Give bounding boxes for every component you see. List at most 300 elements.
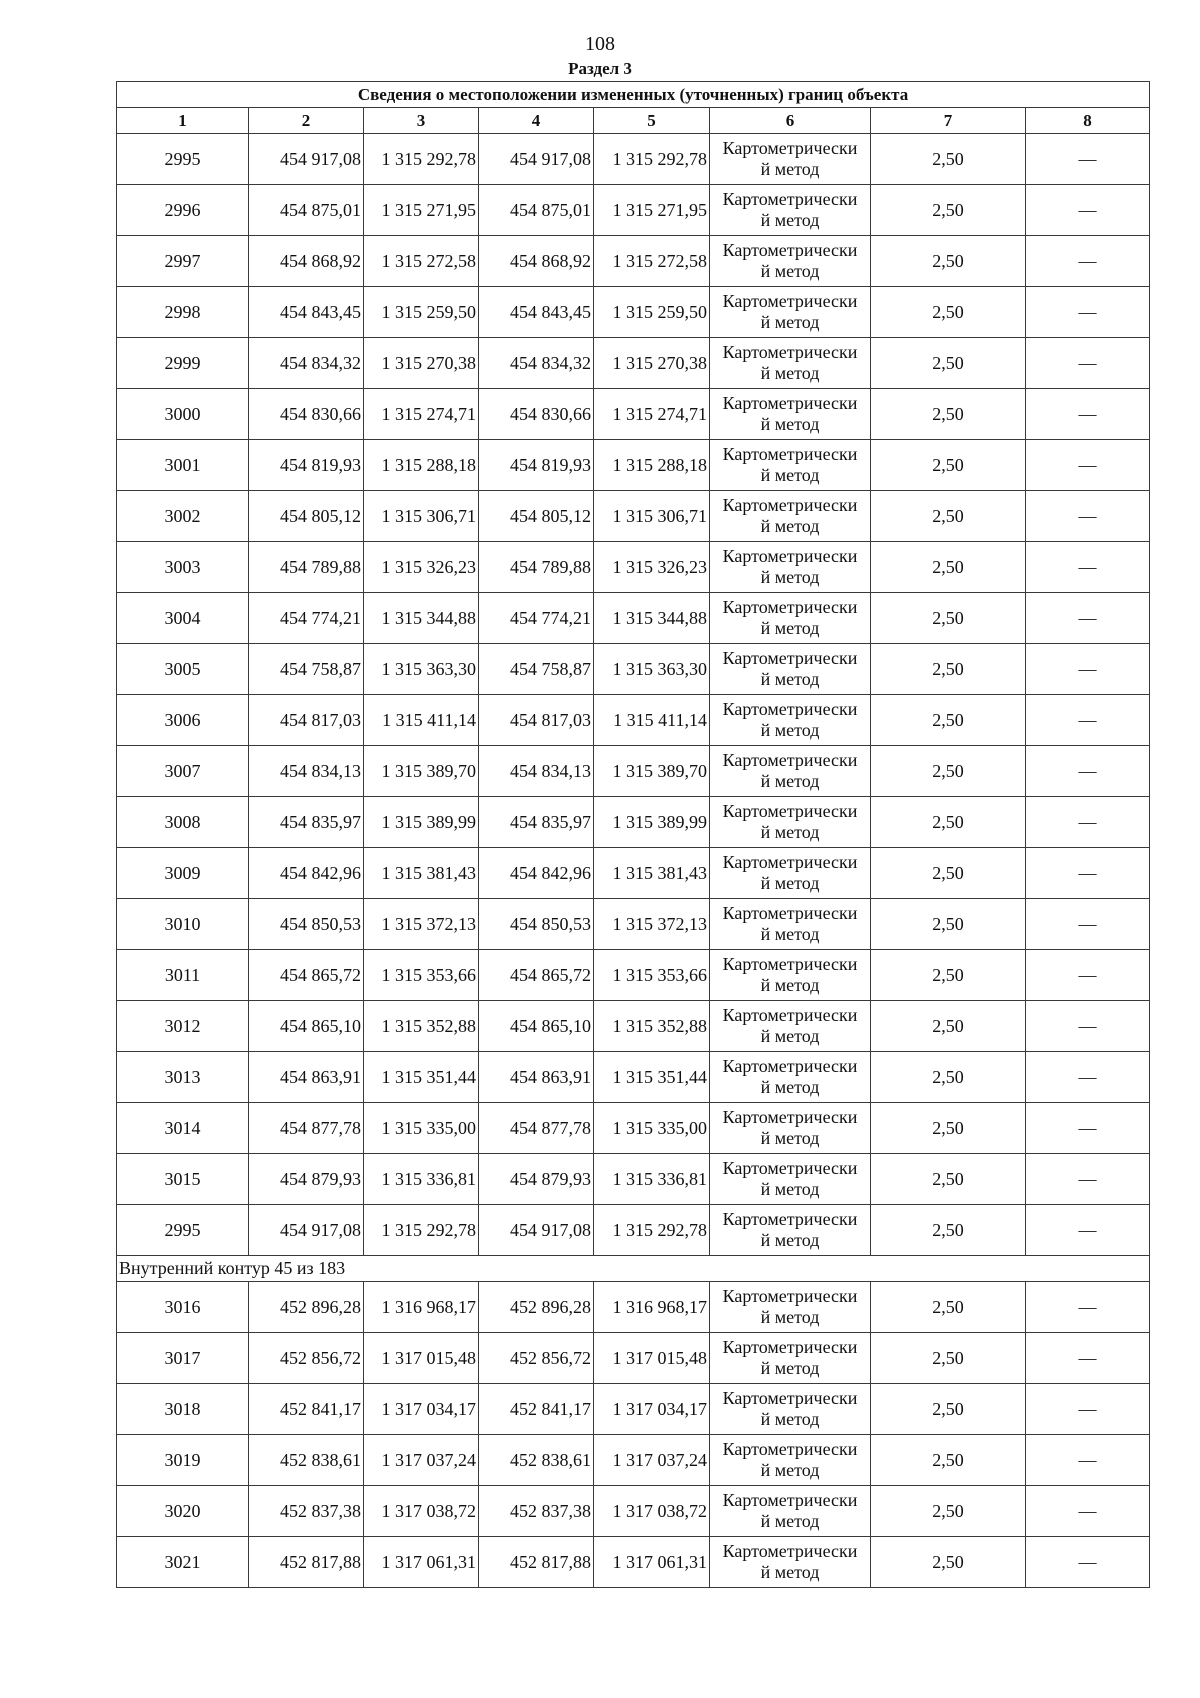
method-cell: [710, 236, 871, 287]
method-cell: [710, 695, 871, 746]
table-row: [117, 1052, 1150, 1103]
point-number-cell: 3012: [117, 1001, 249, 1052]
x-coordinate-cell: 454 842,96: [249, 848, 364, 899]
table-row: [117, 695, 1150, 746]
description-cell: —: [1026, 899, 1150, 950]
y-coordinate-cell: 1 315 270,38: [594, 338, 710, 389]
method-text-line2: й метод: [760, 1077, 820, 1097]
method-cell: [710, 389, 871, 440]
method-cell: [710, 338, 871, 389]
method-text-line1: Картометрически: [722, 240, 858, 260]
method-text-line2: й метод: [760, 465, 820, 485]
accuracy-cell: 2,50: [871, 338, 1026, 389]
y-coordinate-cell: 1 315 363,30: [594, 644, 710, 695]
y-coordinate-cell: 1 315 288,18: [594, 440, 710, 491]
table-row: [117, 134, 1150, 185]
description-cell: —: [1026, 746, 1150, 797]
y-coordinate-cell: 1 315 353,66: [594, 950, 710, 1001]
x-coordinate-cell: 454 834,13: [479, 746, 594, 797]
x-coordinate-cell: 454 843,45: [479, 287, 594, 338]
x-coordinate-cell: 452 856,72: [479, 1333, 594, 1384]
column-number-row: [117, 108, 1150, 134]
table-row: [117, 287, 1150, 338]
method-cell: [710, 848, 871, 899]
method-text-line1: Картометрически: [722, 699, 858, 719]
y-coordinate-cell: 1 317 015,48: [364, 1333, 479, 1384]
y-coordinate-cell: 1 315 352,88: [364, 1001, 479, 1052]
description-cell: —: [1026, 287, 1150, 338]
x-coordinate-cell: 454 834,13: [249, 746, 364, 797]
accuracy-cell: 2,50: [871, 695, 1026, 746]
method-text-line2: й метод: [760, 1307, 820, 1327]
y-coordinate-cell: 1 315 336,81: [364, 1154, 479, 1205]
x-coordinate-cell: 454 805,12: [479, 491, 594, 542]
description-cell: —: [1026, 797, 1150, 848]
method-cell: [710, 1537, 871, 1588]
point-number-cell: 3016: [117, 1282, 249, 1333]
method-text-line1: Картометрически: [722, 138, 858, 158]
y-coordinate-cell: 1 315 353,66: [364, 950, 479, 1001]
method-text-line2: й метод: [760, 363, 820, 383]
accuracy-cell: 2,50: [871, 1052, 1026, 1103]
method-text-line1: Картометрически: [722, 291, 858, 311]
description-cell: —: [1026, 1537, 1150, 1588]
method-text-line1: Картометрически: [722, 546, 858, 566]
description-cell: —: [1026, 440, 1150, 491]
y-coordinate-cell: 1 317 061,31: [594, 1537, 710, 1588]
y-coordinate-cell: 1 315 270,38: [364, 338, 479, 389]
contour-label: Внутренний контур 45 из 183: [117, 1256, 1150, 1282]
x-coordinate-cell: 452 837,38: [479, 1486, 594, 1537]
method-text-line1: Картометрически: [722, 1541, 858, 1561]
description-cell: —: [1026, 185, 1150, 236]
coordinates-table: [116, 81, 1150, 1588]
y-coordinate-cell: 1 315 389,70: [364, 746, 479, 797]
description-cell: —: [1026, 491, 1150, 542]
y-coordinate-cell: 1 315 306,71: [364, 491, 479, 542]
method-text-line2: й метод: [760, 975, 820, 995]
accuracy-cell: 2,50: [871, 491, 1026, 542]
table-row: [117, 1103, 1150, 1154]
x-coordinate-cell: 454 830,66: [479, 389, 594, 440]
x-coordinate-cell: 452 896,28: [479, 1282, 594, 1333]
method-text-line2: й метод: [760, 1409, 820, 1429]
method-text-line2: й метод: [760, 1460, 820, 1480]
method-text-line2: й метод: [760, 1026, 820, 1046]
description-cell: —: [1026, 593, 1150, 644]
description-cell: —: [1026, 950, 1150, 1001]
method-text-line2: й метод: [760, 567, 820, 587]
table-caption-row: [117, 82, 1150, 108]
method-text-line1: Картометрически: [722, 852, 858, 872]
description-cell: —: [1026, 1333, 1150, 1384]
method-text-line1: Картометрически: [722, 1388, 858, 1408]
x-coordinate-cell: 454 843,45: [249, 287, 364, 338]
method-text-line2: й метод: [760, 1179, 820, 1199]
point-number-cell: 3009: [117, 848, 249, 899]
accuracy-cell: 2,50: [871, 797, 1026, 848]
y-coordinate-cell: 1 315 272,58: [364, 236, 479, 287]
x-coordinate-cell: 454 917,08: [249, 1205, 364, 1256]
method-cell: [710, 185, 871, 236]
y-coordinate-cell: 1 315 381,43: [594, 848, 710, 899]
method-cell: [710, 491, 871, 542]
point-number-cell: 3006: [117, 695, 249, 746]
y-coordinate-cell: 1 317 037,24: [594, 1435, 710, 1486]
method-text-line2: й метод: [760, 414, 820, 434]
table-row: [117, 1205, 1150, 1256]
y-coordinate-cell: 1 315 306,71: [594, 491, 710, 542]
y-coordinate-cell: 1 317 037,24: [364, 1435, 479, 1486]
point-number-cell: 2997: [117, 236, 249, 287]
method-cell: [710, 1001, 871, 1052]
x-coordinate-cell: 454 850,53: [249, 899, 364, 950]
y-coordinate-cell: 1 315 272,58: [594, 236, 710, 287]
x-coordinate-cell: 452 817,88: [479, 1537, 594, 1588]
method-text-line2: й метод: [760, 822, 820, 842]
x-coordinate-cell: 454 917,08: [479, 134, 594, 185]
method-cell: [710, 440, 871, 491]
description-cell: —: [1026, 389, 1150, 440]
x-coordinate-cell: 452 841,17: [479, 1384, 594, 1435]
method-text-line1: Картометрически: [722, 1056, 858, 1076]
accuracy-cell: 2,50: [871, 542, 1026, 593]
x-coordinate-cell: 454 868,92: [249, 236, 364, 287]
point-number-cell: 3015: [117, 1154, 249, 1205]
y-coordinate-cell: 1 317 034,17: [594, 1384, 710, 1435]
description-cell: —: [1026, 134, 1150, 185]
y-coordinate-cell: 1 315 389,99: [594, 797, 710, 848]
x-coordinate-cell: 454 879,93: [249, 1154, 364, 1205]
x-coordinate-cell: 454 819,93: [249, 440, 364, 491]
y-coordinate-cell: 1 315 372,13: [364, 899, 479, 950]
method-text-line1: Картометрически: [722, 1337, 858, 1357]
x-coordinate-cell: 454 835,97: [249, 797, 364, 848]
method-text-line2: й метод: [760, 618, 820, 638]
table-row: [117, 1001, 1150, 1052]
y-coordinate-cell: 1 315 351,44: [594, 1052, 710, 1103]
point-number-cell: 3014: [117, 1103, 249, 1154]
point-number-cell: 3021: [117, 1537, 249, 1588]
method-text-line2: й метод: [760, 720, 820, 740]
x-coordinate-cell: 452 838,61: [479, 1435, 594, 1486]
method-text-line1: Картометрически: [722, 1209, 858, 1229]
method-text-line1: Картометрически: [722, 393, 858, 413]
point-number-cell: 3019: [117, 1435, 249, 1486]
method-cell: [710, 1435, 871, 1486]
point-number-cell: 3002: [117, 491, 249, 542]
x-coordinate-cell: 454 879,93: [479, 1154, 594, 1205]
x-coordinate-cell: 452 856,72: [249, 1333, 364, 1384]
accuracy-cell: 2,50: [871, 593, 1026, 644]
method-text-line2: й метод: [760, 159, 820, 179]
x-coordinate-cell: 454 917,08: [479, 1205, 594, 1256]
y-coordinate-cell: 1 315 288,18: [364, 440, 479, 491]
y-coordinate-cell: 1 315 271,95: [364, 185, 479, 236]
y-coordinate-cell: 1 315 351,44: [364, 1052, 479, 1103]
y-coordinate-cell: 1 317 034,17: [364, 1384, 479, 1435]
table-row: [117, 1435, 1150, 1486]
y-coordinate-cell: 1 315 259,50: [594, 287, 710, 338]
x-coordinate-cell: 454 877,78: [249, 1103, 364, 1154]
point-number-cell: 3011: [117, 950, 249, 1001]
method-cell: [710, 1384, 871, 1435]
y-coordinate-cell: 1 315 292,78: [594, 1205, 710, 1256]
accuracy-cell: 2,50: [871, 644, 1026, 695]
accuracy-cell: 2,50: [871, 1435, 1026, 1486]
point-number-cell: 3005: [117, 644, 249, 695]
contour-row: [117, 1256, 1150, 1282]
method-cell: [710, 950, 871, 1001]
method-text-line2: й метод: [760, 771, 820, 791]
column-number: 7: [871, 108, 1026, 134]
y-coordinate-cell: 1 315 411,14: [594, 695, 710, 746]
method-text-line2: й метод: [760, 1511, 820, 1531]
description-cell: —: [1026, 644, 1150, 695]
table-row: [117, 491, 1150, 542]
x-coordinate-cell: 452 837,38: [249, 1486, 364, 1537]
x-coordinate-cell: 454 917,08: [249, 134, 364, 185]
method-cell: [710, 899, 871, 950]
method-text-line1: Картометрически: [722, 1439, 858, 1459]
column-number: 8: [1026, 108, 1150, 134]
table-caption: Сведения о местоположении измененных (уточненных) границ объекта: [117, 82, 1150, 108]
description-cell: —: [1026, 1154, 1150, 1205]
method-cell: [710, 1333, 871, 1384]
x-coordinate-cell: 452 841,17: [249, 1384, 364, 1435]
method-text-line2: й метод: [760, 210, 820, 230]
method-text-line2: й метод: [760, 669, 820, 689]
accuracy-cell: 2,50: [871, 1205, 1026, 1256]
y-coordinate-cell: 1 315 411,14: [364, 695, 479, 746]
section-title: Раздел 3: [568, 59, 632, 78]
y-coordinate-cell: 1 317 015,48: [594, 1333, 710, 1384]
method-text-line1: Картометрически: [722, 954, 858, 974]
accuracy-cell: 2,50: [871, 950, 1026, 1001]
method-text-line1: Картометрически: [722, 1107, 858, 1127]
y-coordinate-cell: 1 317 061,31: [364, 1537, 479, 1588]
point-number-cell: 3001: [117, 440, 249, 491]
x-coordinate-cell: 454 817,03: [479, 695, 594, 746]
y-coordinate-cell: 1 315 389,99: [364, 797, 479, 848]
description-cell: —: [1026, 1384, 1150, 1435]
accuracy-cell: 2,50: [871, 746, 1026, 797]
x-coordinate-cell: 454 863,91: [479, 1052, 594, 1103]
method-text-line2: й метод: [760, 924, 820, 944]
description-cell: —: [1026, 1486, 1150, 1537]
table-row: [117, 797, 1150, 848]
point-number-cell: 3004: [117, 593, 249, 644]
description-cell: —: [1026, 1103, 1150, 1154]
x-coordinate-cell: 452 896,28: [249, 1282, 364, 1333]
description-cell: —: [1026, 695, 1150, 746]
column-number: 6: [710, 108, 871, 134]
table-row: [117, 185, 1150, 236]
page-number: 108: [585, 33, 615, 55]
accuracy-cell: 2,50: [871, 1282, 1026, 1333]
point-number-cell: 2998: [117, 287, 249, 338]
method-text-line2: й метод: [760, 1562, 820, 1582]
accuracy-cell: 2,50: [871, 389, 1026, 440]
method-text-line1: Картометрически: [722, 1158, 858, 1178]
x-coordinate-cell: 454 835,97: [479, 797, 594, 848]
column-number: 5: [594, 108, 710, 134]
x-coordinate-cell: 454 774,21: [479, 593, 594, 644]
x-coordinate-cell: 454 834,32: [249, 338, 364, 389]
y-coordinate-cell: 1 316 968,17: [364, 1282, 479, 1333]
accuracy-cell: 2,50: [871, 1537, 1026, 1588]
y-coordinate-cell: 1 315 336,81: [594, 1154, 710, 1205]
method-text-line1: Картометрически: [722, 597, 858, 617]
point-number-cell: 3020: [117, 1486, 249, 1537]
table-row: [117, 1154, 1150, 1205]
method-cell: [710, 134, 871, 185]
accuracy-cell: 2,50: [871, 848, 1026, 899]
y-coordinate-cell: 1 315 259,50: [364, 287, 479, 338]
y-coordinate-cell: 1 315 335,00: [594, 1103, 710, 1154]
x-coordinate-cell: 454 865,10: [249, 1001, 364, 1052]
point-number-cell: 2999: [117, 338, 249, 389]
method-text-line1: Картометрически: [722, 1490, 858, 1510]
method-text-line2: й метод: [760, 261, 820, 281]
description-cell: —: [1026, 1052, 1150, 1103]
y-coordinate-cell: 1 315 292,78: [594, 134, 710, 185]
description-cell: —: [1026, 1435, 1150, 1486]
table-row: [117, 593, 1150, 644]
column-number: 3: [364, 108, 479, 134]
method-text-line1: Картометрически: [722, 801, 858, 821]
y-coordinate-cell: 1 315 326,23: [364, 542, 479, 593]
x-coordinate-cell: 454 875,01: [479, 185, 594, 236]
x-coordinate-cell: 454 875,01: [249, 185, 364, 236]
table-row: [117, 1384, 1150, 1435]
table-row: [117, 542, 1150, 593]
method-cell: [710, 644, 871, 695]
y-coordinate-cell: 1 315 344,88: [364, 593, 479, 644]
method-text-line2: й метод: [760, 1230, 820, 1250]
x-coordinate-cell: 454 868,92: [479, 236, 594, 287]
x-coordinate-cell: 454 865,72: [479, 950, 594, 1001]
point-number-cell: 3000: [117, 389, 249, 440]
accuracy-cell: 2,50: [871, 1486, 1026, 1537]
method-text-line1: Картометрически: [722, 1286, 858, 1306]
method-cell: [710, 1282, 871, 1333]
y-coordinate-cell: 1 315 344,88: [594, 593, 710, 644]
description-cell: —: [1026, 1205, 1150, 1256]
table-row: [117, 644, 1150, 695]
table-body: [117, 134, 1150, 1588]
accuracy-cell: 2,50: [871, 1333, 1026, 1384]
x-coordinate-cell: 452 838,61: [249, 1435, 364, 1486]
point-number-cell: 3008: [117, 797, 249, 848]
x-coordinate-cell: 452 817,88: [249, 1537, 364, 1588]
table-row: [117, 848, 1150, 899]
y-coordinate-cell: 1 315 363,30: [364, 644, 479, 695]
accuracy-cell: 2,50: [871, 1384, 1026, 1435]
method-text-line1: Картометрически: [722, 444, 858, 464]
accuracy-cell: 2,50: [871, 185, 1026, 236]
method-text-line1: Картометрически: [722, 189, 858, 209]
y-coordinate-cell: 1 315 271,95: [594, 185, 710, 236]
x-coordinate-cell: 454 834,32: [479, 338, 594, 389]
method-cell: [710, 593, 871, 644]
x-coordinate-cell: 454 789,88: [479, 542, 594, 593]
x-coordinate-cell: 454 819,93: [479, 440, 594, 491]
point-number-cell: 3017: [117, 1333, 249, 1384]
accuracy-cell: 2,50: [871, 440, 1026, 491]
table-row: [117, 899, 1150, 950]
y-coordinate-cell: 1 316 968,17: [594, 1282, 710, 1333]
column-number: 1: [117, 108, 249, 134]
method-cell: [710, 1486, 871, 1537]
method-cell: [710, 1103, 871, 1154]
description-cell: —: [1026, 236, 1150, 287]
table-row: [117, 236, 1150, 287]
x-coordinate-cell: 454 865,10: [479, 1001, 594, 1052]
y-coordinate-cell: 1 315 389,70: [594, 746, 710, 797]
y-coordinate-cell: 1 315 274,71: [364, 389, 479, 440]
point-number-cell: 3007: [117, 746, 249, 797]
table-row: [117, 746, 1150, 797]
point-number-cell: 3010: [117, 899, 249, 950]
column-number: 4: [479, 108, 594, 134]
x-coordinate-cell: 454 850,53: [479, 899, 594, 950]
x-coordinate-cell: 454 842,96: [479, 848, 594, 899]
method-text-line2: й метод: [760, 312, 820, 332]
accuracy-cell: 2,50: [871, 287, 1026, 338]
point-number-cell: 2996: [117, 185, 249, 236]
table-row: [117, 1537, 1150, 1588]
description-cell: —: [1026, 1282, 1150, 1333]
y-coordinate-cell: 1 315 292,78: [364, 134, 479, 185]
accuracy-cell: 2,50: [871, 899, 1026, 950]
y-coordinate-cell: 1 315 292,78: [364, 1205, 479, 1256]
method-text-line1: Картометрически: [722, 750, 858, 770]
x-coordinate-cell: 454 805,12: [249, 491, 364, 542]
y-coordinate-cell: 1 315 274,71: [594, 389, 710, 440]
description-cell: —: [1026, 848, 1150, 899]
method-text-line2: й метод: [760, 1358, 820, 1378]
table-row: [117, 440, 1150, 491]
method-text-line2: й метод: [760, 516, 820, 536]
method-text-line1: Картометрически: [722, 903, 858, 923]
method-cell: [710, 1052, 871, 1103]
description-cell: —: [1026, 542, 1150, 593]
method-cell: [710, 542, 871, 593]
method-text-line1: Картометрически: [722, 342, 858, 362]
accuracy-cell: 2,50: [871, 1103, 1026, 1154]
x-coordinate-cell: 454 863,91: [249, 1052, 364, 1103]
accuracy-cell: 2,50: [871, 236, 1026, 287]
y-coordinate-cell: 1 315 372,13: [594, 899, 710, 950]
accuracy-cell: 2,50: [871, 1001, 1026, 1052]
point-number-cell: 3018: [117, 1384, 249, 1435]
point-number-cell: 2995: [117, 134, 249, 185]
method-text-line2: й метод: [760, 1128, 820, 1148]
method-text-line2: й метод: [760, 873, 820, 893]
accuracy-cell: 2,50: [871, 1154, 1026, 1205]
method-cell: [710, 746, 871, 797]
x-coordinate-cell: 454 758,87: [249, 644, 364, 695]
table-row: [117, 338, 1150, 389]
y-coordinate-cell: 1 315 352,88: [594, 1001, 710, 1052]
method-cell: [710, 797, 871, 848]
y-coordinate-cell: 1 315 335,00: [364, 1103, 479, 1154]
column-number: 2: [249, 108, 364, 134]
x-coordinate-cell: 454 817,03: [249, 695, 364, 746]
y-coordinate-cell: 1 317 038,72: [594, 1486, 710, 1537]
table-row: [117, 1333, 1150, 1384]
